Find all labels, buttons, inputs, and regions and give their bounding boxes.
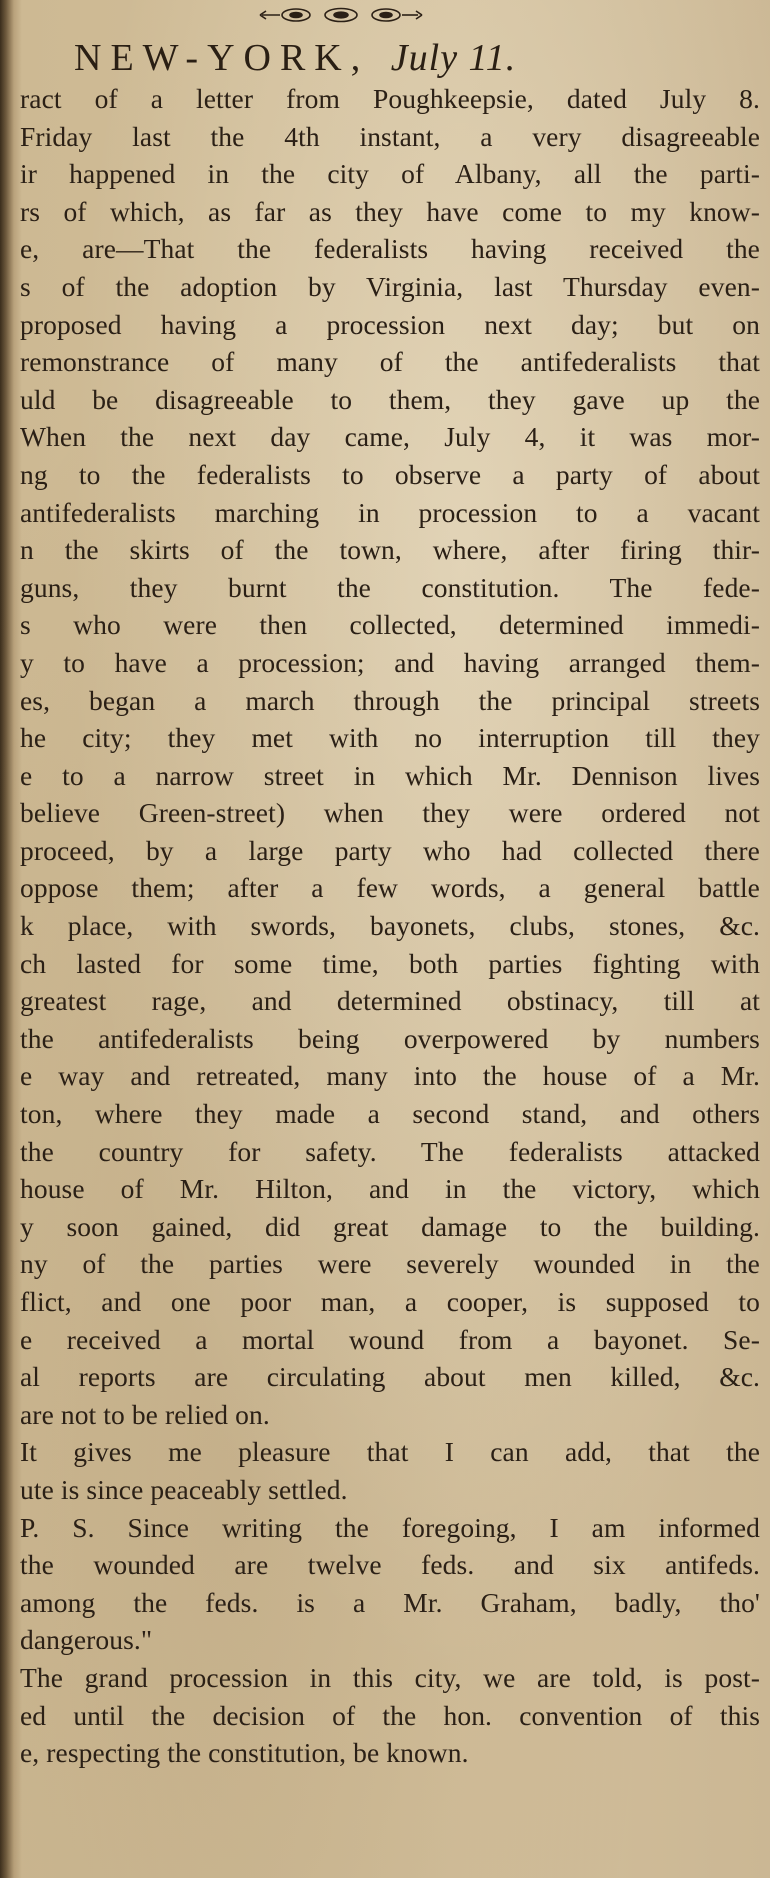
text-line: ton, where they made a second stand, and others (20, 1098, 760, 1130)
text-line: al reports are circulating about men killed, &c. (20, 1361, 760, 1393)
text-line: the antifederalists being overpowered by numbers (20, 1022, 760, 1054)
text-line: proceed, by a large party who had collected there (20, 834, 760, 866)
text-line: k place, with swords, bayonets, clubs, stones, &c. (20, 910, 760, 942)
text-line: greatest rage, and determined obstinacy, till at (20, 985, 760, 1017)
text-line: house of Mr. Hilton, and in the victory, which (20, 1173, 760, 1205)
article-body (20, 80, 760, 1772)
text-line: flict, and one poor man, a cooper, is supposed to (20, 1286, 760, 1317)
text-line: s who were then collected, determined immedi- (20, 609, 760, 641)
text-line: the country for safety. The federalists attacked (20, 1135, 760, 1167)
text-line: rs of which, as far as they have come to my know- (20, 195, 760, 227)
text-line: Friday last the 4th instant, a very disagreeable (20, 120, 760, 152)
text-line: he city; they met with no interruption till they (20, 722, 760, 754)
text-line: ute is since peaceably settled. (20, 1473, 348, 1505)
text-line: ract of a letter from Poughkeepsie, dated July 8. (20, 83, 760, 114)
text-line: It gives me pleasure that I can add, that the (20, 1436, 760, 1468)
text-line: guns, they burnt the constitution. The fede- (20, 571, 760, 603)
text-line: The grand procession in this city, we are told, is post- (20, 1661, 760, 1693)
text-line: are not to be relied on. (20, 1398, 270, 1430)
text-line: s of the adoption by Virginia, last Thursday even- (20, 270, 760, 302)
text-line: e, are—That the federalists having received the (20, 233, 760, 265)
text-line: believe Green-street) when they were ordered not (20, 797, 760, 829)
printers-ornament-rule (258, 4, 424, 26)
dateline-heading (74, 36, 516, 80)
text-line: es, began a march through the principal streets (20, 684, 760, 716)
text-line: ng to the federalists to observe a party of about (20, 458, 760, 490)
text-line: remonstrance of many of the antifederalists that (20, 346, 760, 378)
text-line: y to have a procession; and having arranged them- (20, 646, 760, 678)
text-line: the wounded are twelve feds. and six antifeds. (20, 1549, 760, 1581)
text-line: proposed having a procession next day; but on (20, 308, 760, 340)
text-line: e, respecting the constitution, be known. (20, 1737, 469, 1769)
text-line: ny of the parties were severely wounded in the (20, 1248, 760, 1280)
text-line: e received a mortal wound from a bayonet. Se- (20, 1323, 760, 1355)
text-line: dangerous." (20, 1624, 153, 1656)
text-line: ir happened in the city of Albany, all the parti- (20, 158, 760, 190)
text-line: antifederalists marching in procession to a vacant (20, 496, 760, 528)
text-line: ch lasted for some time, both parties fighting with (20, 947, 760, 979)
text-line: oppose them; after a few words, a general battle (20, 872, 760, 904)
text-line: n the skirts of the town, where, after firing thir- (20, 534, 760, 566)
dateline-place: NEW-YORK, (74, 37, 370, 79)
dateline-date: July 11. (390, 37, 517, 79)
text-line: When the next day came, July 4, it was mor- (20, 421, 760, 453)
text-line: ed until the decision of the hon. convention of this (20, 1699, 760, 1731)
text-line: e to a narrow street in which Mr. Dennison lives (20, 759, 760, 791)
text-line: P. S. Since writing the foregoing, I am informed (20, 1511, 760, 1543)
text-line: y soon gained, did great damage to the building. (20, 1210, 760, 1242)
text-line: e way and retreated, many into the house of a Mr. (20, 1060, 760, 1092)
text-line: among the feds. is a Mr. Graham, badly, tho' (20, 1586, 760, 1618)
text-line: uld be disagreeable to them, they gave up the (20, 383, 760, 415)
